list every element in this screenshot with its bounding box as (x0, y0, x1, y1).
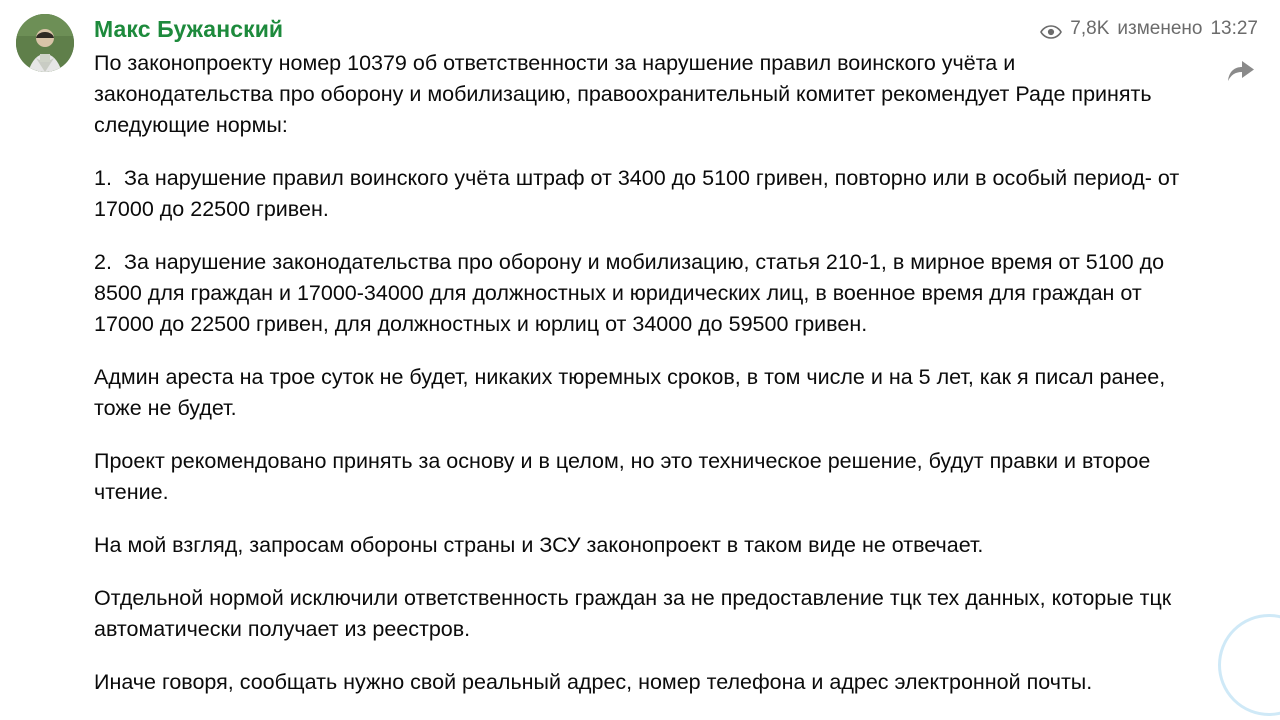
list-number-1: 1. (94, 166, 112, 190)
list-text-2: За нарушение законодательства про оборону и мобилизацию, статья 210-1, в мирное время от 5100 до 8500 для граждан и 17000-34000 для должностных и юридических лиц, в военное время для граждан от 17000 до 22500 гривен, для должностных и юрлиц от 34000 до 59500 гривен. (94, 250, 1165, 336)
paragraph-intro: По законопроекту номер 10379 об ответственности за нарушение правил воинского учёта и законодательства про оборону и мобилизацию, правоохранительный комитет рекомендует Раде принять следующие нормы: (94, 51, 1152, 137)
paragraph-item-2 (94, 247, 1184, 340)
paragraph-item-1 (94, 163, 1184, 225)
paragraph-opinion: На мой взгляд, запросам обороны страны и ЗСУ законопроект в таком виде не отвечает. (94, 533, 984, 557)
post-author[interactable]: Макс Бужанский (94, 16, 284, 42)
post-time: 13:27 (1210, 18, 1258, 39)
paragraph-admin: Админ ареста на трое суток не будет, никаких тюремных сроков, в том числе и на 5 лет, как я писал ранее, тоже не будет. (94, 365, 1166, 420)
paragraph-norm: Отдельной нормой исключили ответственность граждан за не предоставление тцк тех данных, которые тцк автоматически получает из реестров. (94, 586, 1172, 641)
post-meta (1040, 18, 1258, 40)
paragraph-final: Иначе говоря, сообщать нужно свой реальный адрес, номер телефона и адрес электронной почты. (94, 670, 1093, 694)
list-number-2: 2. (94, 250, 112, 274)
view-count: 7,8K (1070, 18, 1110, 39)
paragraph-project: Проект рекомендовано принять за основу и в целом, но это техническое решение, будут правки и второе чтение. (94, 449, 1151, 504)
share-arrow-icon[interactable] (1226, 58, 1256, 84)
eye-icon (1040, 23, 1062, 37)
post-body (94, 48, 1184, 720)
edited-label: изменено (1117, 18, 1203, 39)
avatar-image (16, 14, 74, 72)
avatar[interactable] (16, 14, 74, 72)
list-text-1: За нарушение правил воинского учёта штраф от 3400 до 5100 гривен, повторно или в особый период- от 17000 до 22500 гривен. (94, 166, 1180, 221)
scroll-indicator (1218, 614, 1280, 716)
